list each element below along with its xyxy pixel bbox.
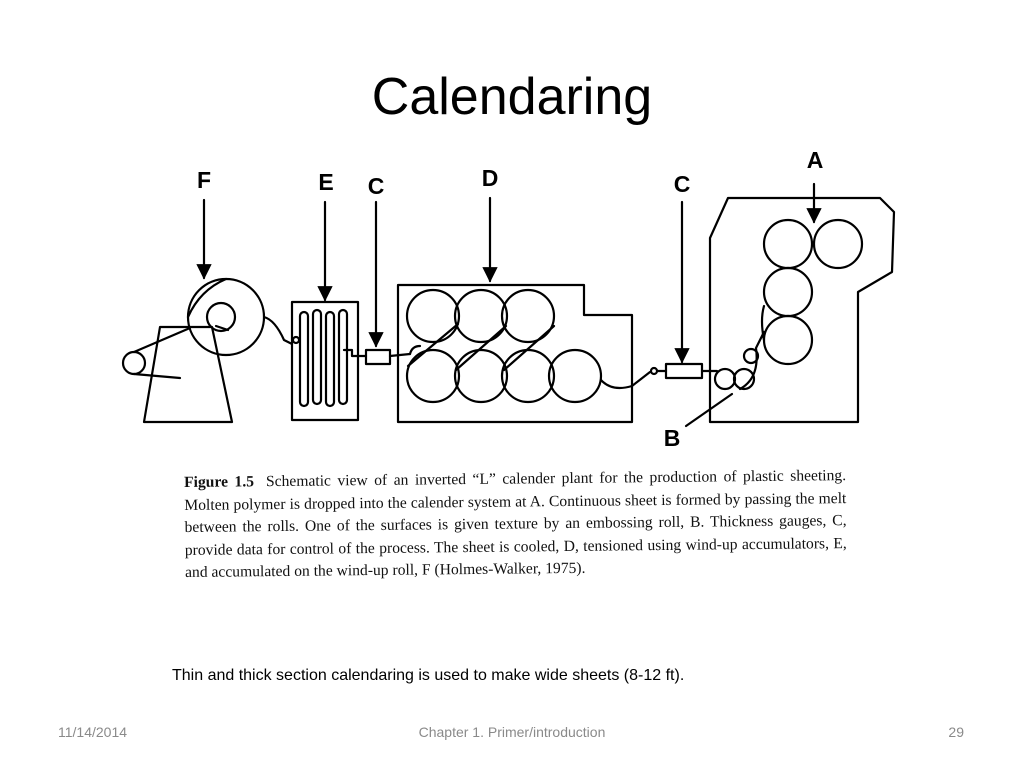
label-e: E <box>318 169 334 195</box>
figure-caption-text: Schematic view of an inverted “L” calender plant for the production of plastic sheeting. Molten polymer is dropped into the calender system at A. Continuous sheet is formed by passing the melt between the rolls. One of the surfaces is given texture by an embossing roll, B. Thickness gauges, C, provide data for control of the process. The sheet is cooled, D, tensioned using wind-up accumulators, E, and accumulated on the wind-up roll, F (Holmes-Walker, 1975). <box>184 467 847 582</box>
thickness-gauge-right <box>651 364 717 378</box>
footer-date: 11/14/2014 <box>58 724 128 740</box>
label-d: D <box>481 165 499 191</box>
calender-plant-diagram <box>120 140 910 470</box>
wind-up-roll-stand <box>123 279 264 422</box>
label-c-right: C <box>673 171 691 197</box>
wind-up-accumulator <box>292 302 366 420</box>
footer-chapter: Chapter 1. Primer/introduction <box>418 724 606 740</box>
cooling-rolls <box>398 285 650 422</box>
embossing-roll <box>715 332 764 389</box>
figure-caption-label: Figure 1.5 <box>184 473 255 491</box>
body-text: Thin and thick section calendaring is used to make wide sheets (8-12 ft). <box>172 667 685 684</box>
footer-page-number: 29 <box>948 724 964 740</box>
label-c-left: C <box>367 173 385 199</box>
label-a: A <box>806 147 824 173</box>
thickness-gauge-left <box>366 350 410 364</box>
slide-title: Calendaring <box>371 68 653 126</box>
inverted-l-calender <box>710 198 894 422</box>
label-f: F <box>196 167 212 193</box>
figure-caption <box>184 465 847 612</box>
label-b: B <box>663 425 681 451</box>
sheet-path-f-e <box>264 317 292 344</box>
